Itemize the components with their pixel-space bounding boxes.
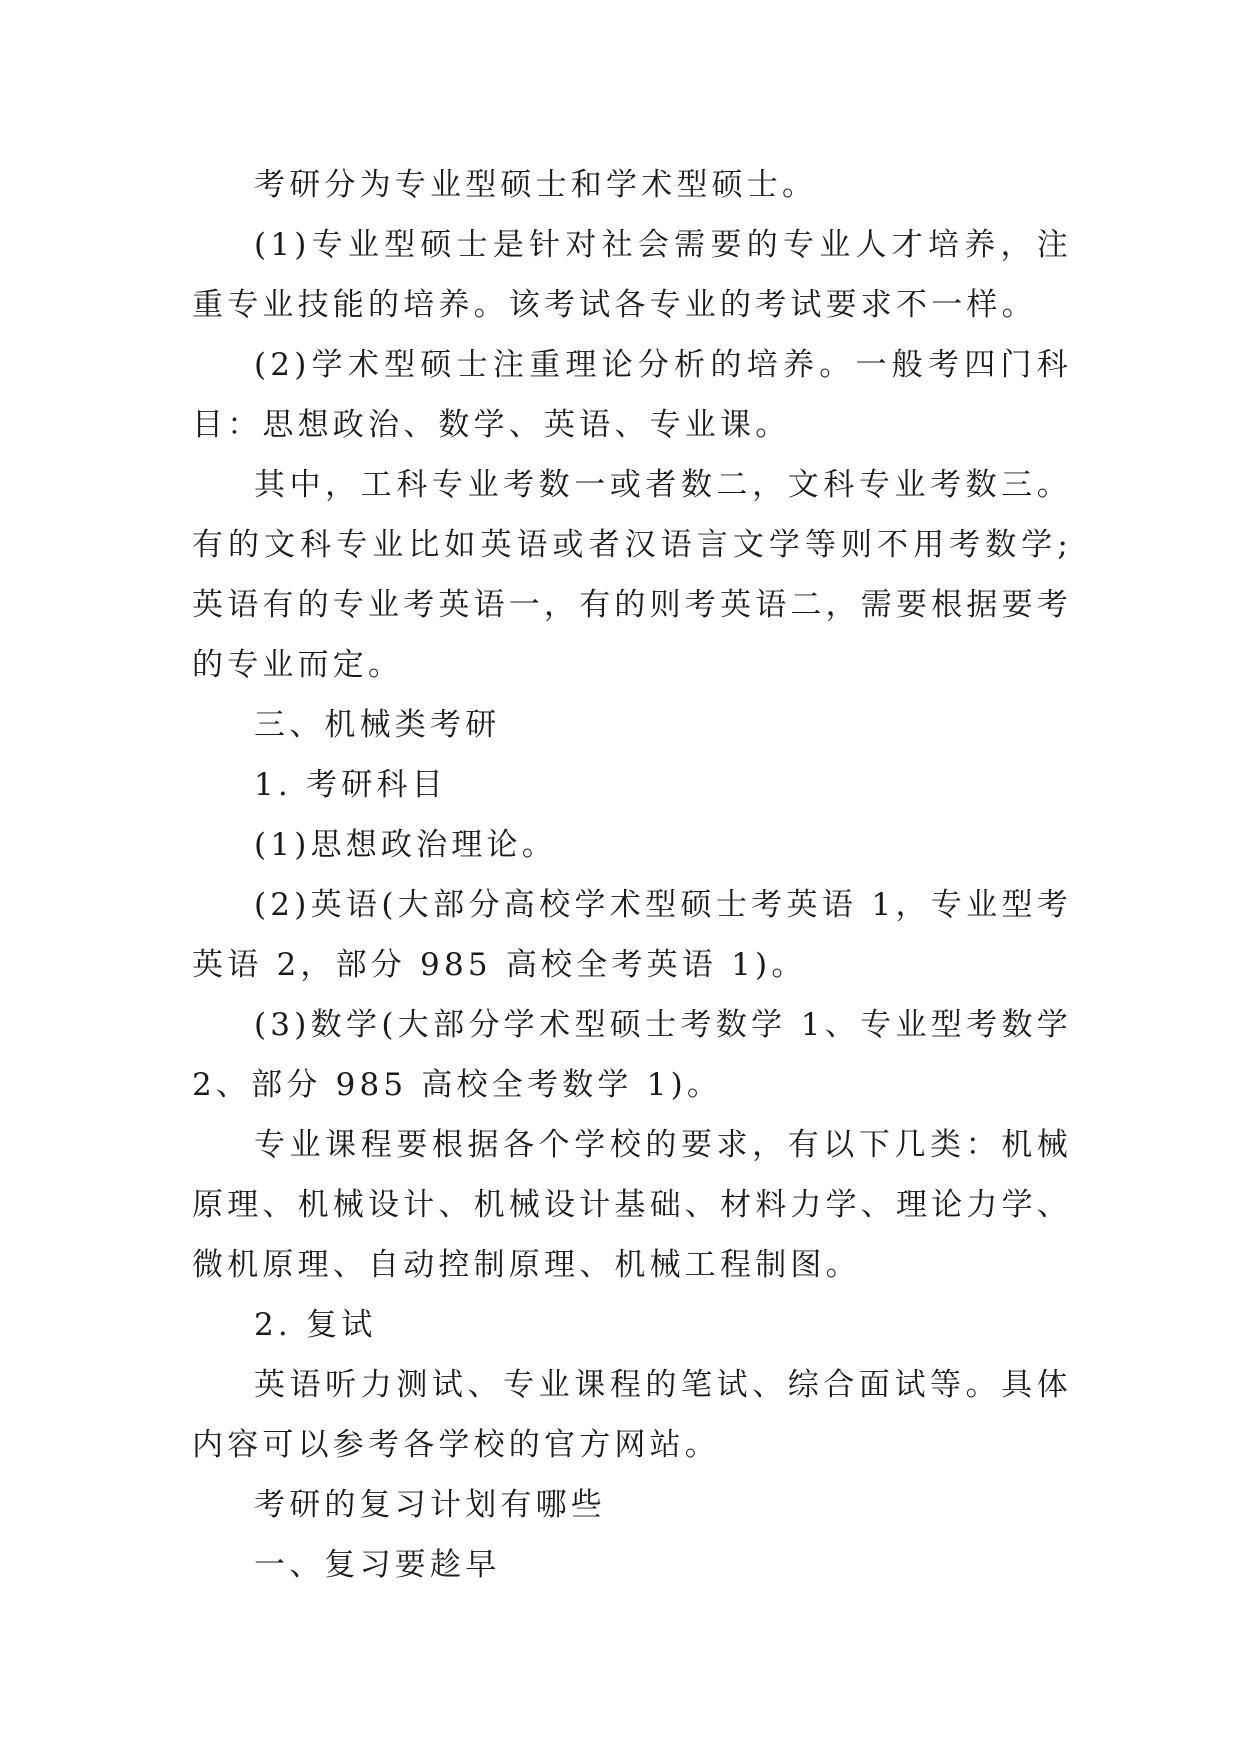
subsection-heading: 2. 复试 <box>254 1307 377 1343</box>
paragraph: (2)英语(大部分高校学术型硕士考英语 1，专业型考英语 2，部分 985 高校全考英语 1)。 <box>192 887 1072 983</box>
paragraph: (2)学术型硕士注重理论分析的培养。一般考四门科目：思想政治、数学、英语、专业课。 <box>192 347 1072 443</box>
paragraph: 考研分为专业型硕士和学术型硕士。 <box>254 167 818 203</box>
paragraph: (1)思想政治理论。 <box>254 827 557 863</box>
paragraph: (3)数学(大部分学术型硕士考数学 1、专业型考数学 2、部分 985 高校全考数学 1)。 <box>192 1007 1072 1103</box>
section-heading: 三、机械类考研 <box>254 707 501 743</box>
paragraph: 英语听力测试、专业课程的笔试、综合面试等。具体内容可以参考各学校的官方网站。 <box>192 1367 1072 1463</box>
section-heading: 考研的复习计划有哪些 <box>254 1487 606 1523</box>
paragraph: (1)专业型硕士是针对社会需要的专业人才培养，注重专业技能的培养。该考试各专业的考试要求不一样。 <box>192 227 1072 323</box>
paragraph: 其中，工科专业考数一或者数二，文科专业考数三。有的文科专业比如英语或者汉语言文学等则不用考数学;英语有的专业考英语一，有的则考英语二，需要根据要考的专业而定。 <box>192 467 1072 683</box>
subsection-heading: 1. 考研科目 <box>254 767 447 803</box>
section-heading: 一、复习要趁早 <box>254 1547 501 1583</box>
paragraph: 专业课程要根据各个学校的要求，有以下几类：机械原理、机械设计、机械设计基础、材料力学、理论力学、微机原理、自动控制原理、机械工程制图。 <box>192 1127 1072 1283</box>
document-body <box>192 155 1072 1595</box>
